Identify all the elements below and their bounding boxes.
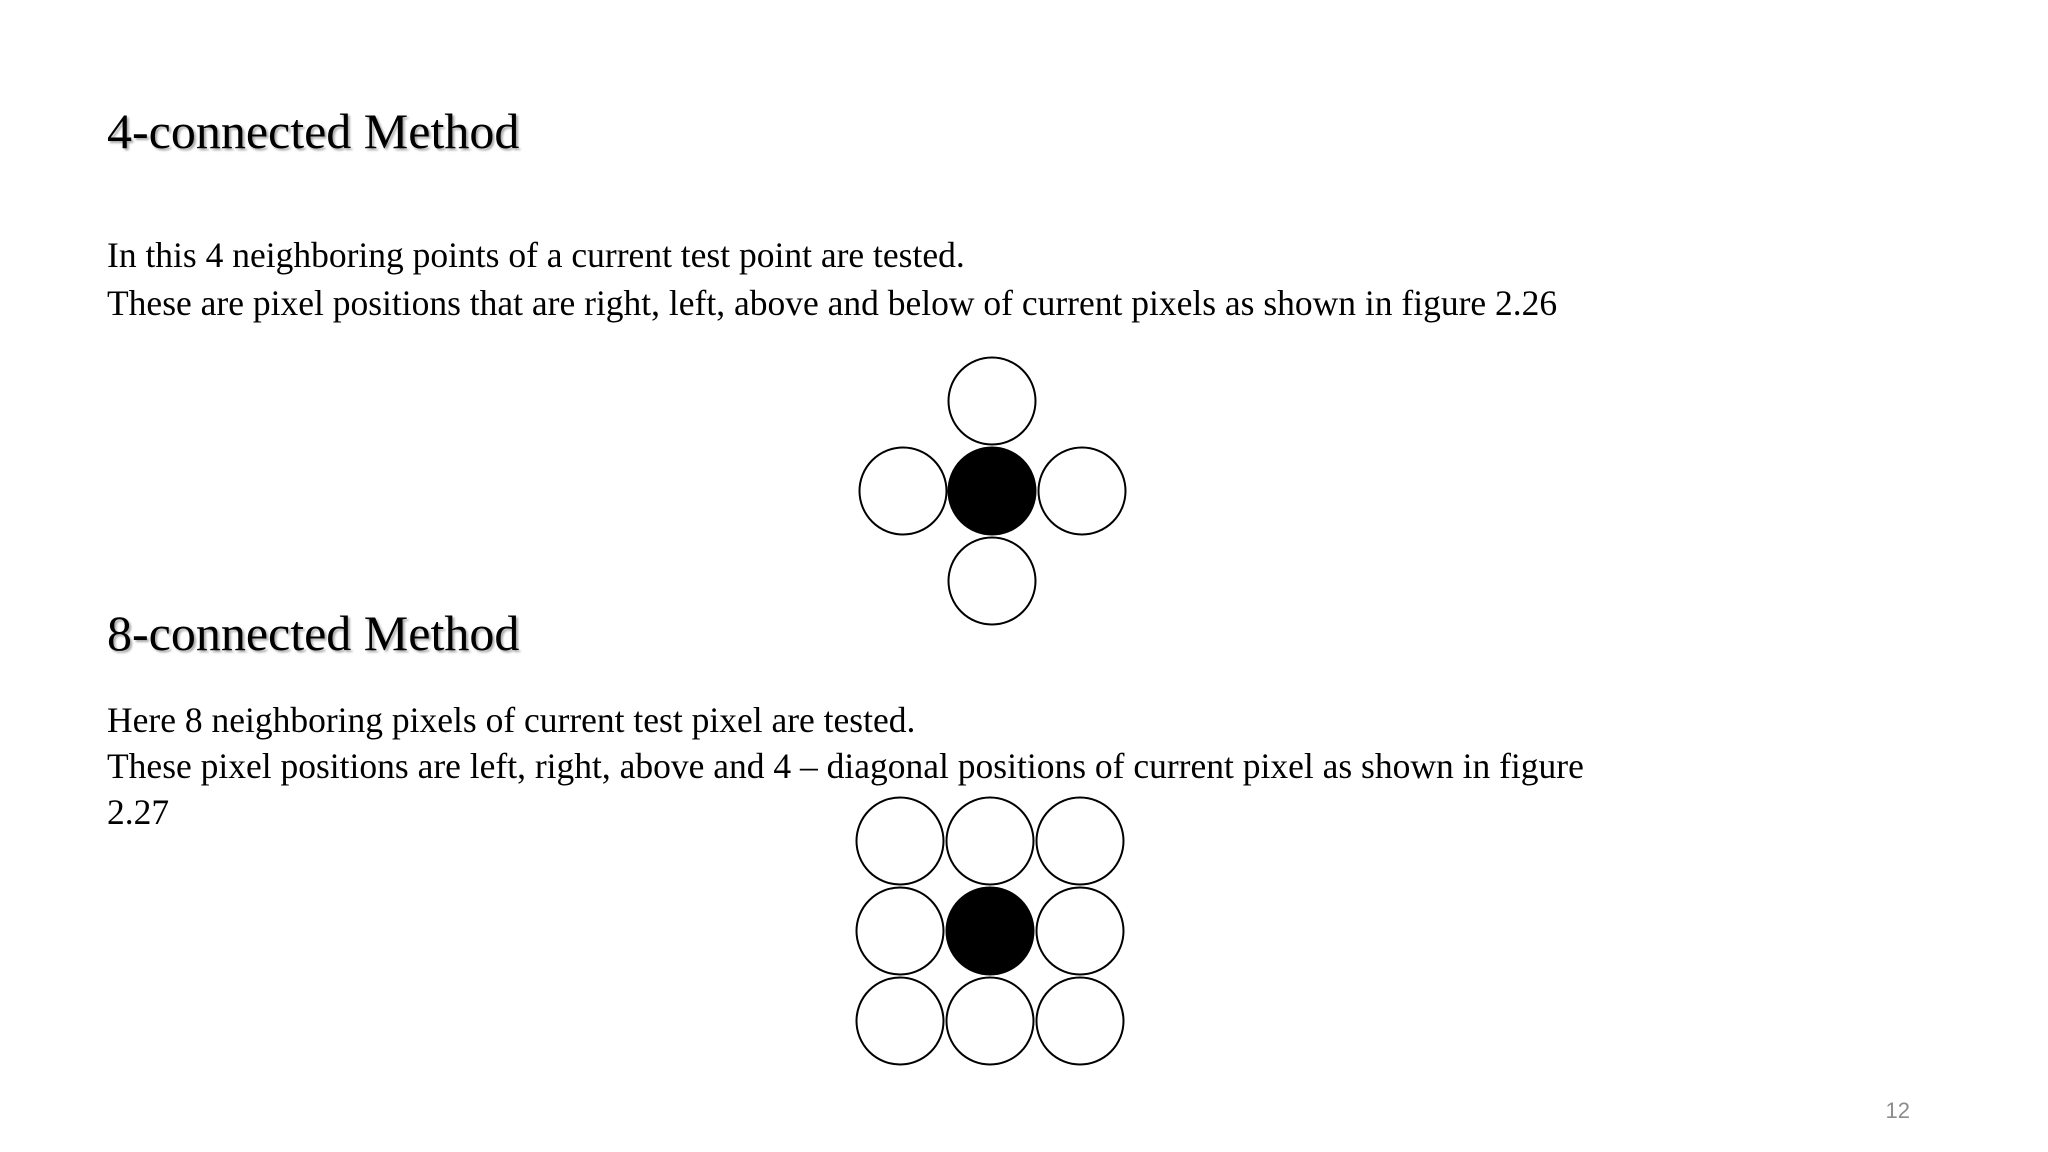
neighbor-pixel-top-right bbox=[1037, 798, 1124, 885]
neighbor-pixel-top-left bbox=[857, 798, 944, 885]
neighbor-pixel-bottom-right bbox=[1037, 978, 1124, 1065]
diagram-4-connected bbox=[855, 355, 1130, 625]
description-4-line-2: These are pixel positions that are right, left, above and below of current pixels as shown in figure 2.26 bbox=[107, 283, 1558, 323]
heading-8-connected: 8-connected Method bbox=[107, 605, 520, 661]
neighbor-pixel-below bbox=[949, 538, 1036, 625]
neighbor-pixel-bottom-left bbox=[857, 978, 944, 1065]
neighbor-pixel-above bbox=[949, 358, 1036, 445]
neighbor-pixel-right bbox=[1039, 448, 1126, 535]
current-pixel bbox=[947, 888, 1034, 975]
neighbor-pixel-bottom bbox=[947, 978, 1034, 1065]
neighbor-pixel-right bbox=[1037, 888, 1124, 975]
current-pixel bbox=[949, 448, 1036, 535]
description-8-line-1: Here 8 neighboring pixels of current test pixel are tested. bbox=[107, 700, 916, 740]
neighbor-pixel-left bbox=[857, 888, 944, 975]
diagram-8-connected bbox=[853, 795, 1128, 1070]
description-4-line-1: In this 4 neighboring points of a current test point are tested. bbox=[107, 235, 965, 275]
neighbor-pixel-left bbox=[860, 448, 947, 535]
slide-number: 12 bbox=[1885, 1098, 1910, 1123]
description-8-line-2: These pixel positions are left, right, above and 4 – diagonal positions of current pixel as shown in figure bbox=[107, 746, 1584, 786]
heading-4-connected: 4-connected Method bbox=[107, 103, 520, 159]
description-8-line-3: 2.27 bbox=[107, 792, 170, 832]
neighbor-pixel-top bbox=[947, 798, 1034, 885]
